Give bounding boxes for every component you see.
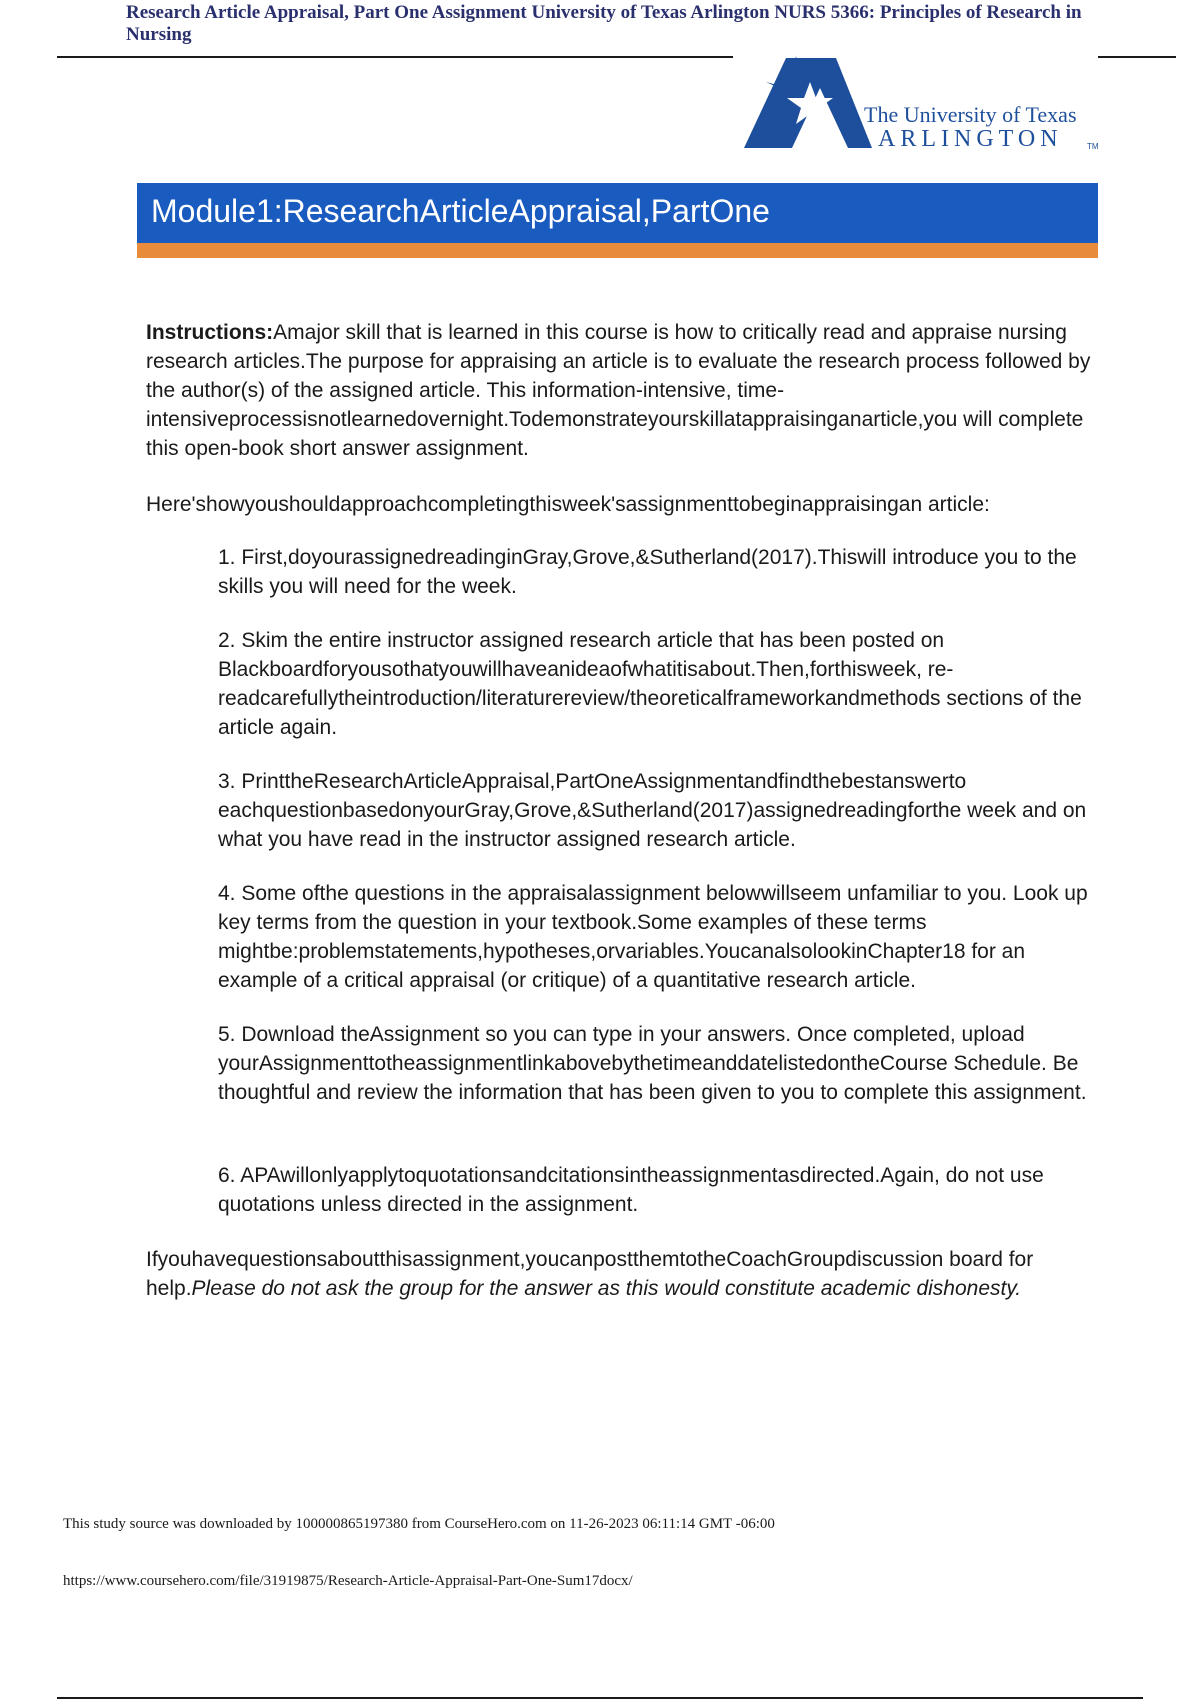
uta-logo (736, 52, 1100, 152)
logo-university-line: The University of Texas (864, 102, 1077, 127)
step-item: 3. PrinttheResearchArticleAppraisal,PartOneAssignmentandfindthebestanswerto eachquestionbasedonyourGray,Grove,&Sutherland(2017)assignedreadingforthe week and on what you have read in the instructor assigned research article. (218, 770, 1087, 851)
download-source-note: This study source was downloaded by 100000865197380 from CourseHero.com on 11-26-2023 06:11:14 GMT -06:00 (63, 1516, 775, 1532)
source-url[interactable]: https://www.coursehero.com/file/31919875/Research-Article-Appraisal-Part-One-Sum17docx/ (63, 1573, 633, 1589)
module-banner (137, 183, 1098, 243)
instructions-label: Instructions: (146, 321, 274, 344)
instructions-text: Amajor skill that is learned in this course is how to critically read and appraise nursing research articles.The purpose for appraising an article is to evaluate the research process followed by the author(s) of the assigned article. This information-intensive, time-intensiveprocessisnotlearnedovernight.Todemonstrateyourskillatappraisinganarticle,you will complete this open-book short answer assignment. (146, 321, 1091, 460)
uta-a-star-icon (736, 52, 876, 152)
module-underline (137, 243, 1098, 258)
closing-paragraph (146, 1245, 1106, 1303)
header-rule (57, 56, 733, 58)
closing-italic-note: Please do not ask the group for the answer as this would constitute academic dishonesty. (191, 1277, 1022, 1300)
step-item: 5. Download theAssignment so you can type in your answers. Once completed, upload yourAssignmenttotheassignmentlinkabovebythetimeanddatelistedontheCourse Schedule. Be thoughtful and review the information that has been given to you to complete this assignment. (218, 1023, 1087, 1104)
logo-trademark: TM (1087, 142, 1099, 151)
step-item: 1. First,doyourassignedreadinginGray,Grove,&Sutherland(2017).Thiswill introduce you to the skills you will need for the week. (218, 546, 1077, 598)
closing-text: Ifyouhavequestionsaboutthisassignment,youcanpostthemtotheCoachGroupdiscussion board for help. (146, 1248, 1034, 1300)
step-item: 6. APAwillonlyapplytoquotationsandcitationsintheassignmentasdirected.Again, do not use quotations unless directed in the assignment. (218, 1164, 1044, 1216)
footer-rule (57, 1697, 1143, 1699)
logo-arlington-line: ARLINGTON (878, 126, 1063, 152)
header-rule-right (1098, 56, 1176, 58)
step-item: 4. Some ofthe questions in the appraisalassignment belowwillseem unfamiliar to you. Look up key terms from the question in your textbook.Some examples of these terms mightbe:problemstatements,hypotheses,orvariables.YoucanalsolookinChapter18 for an example of a critical appraisal (or critique) of a quantitative research article. (218, 882, 1088, 992)
running-header: Research Article Appraisal, Part One Assignment University of Texas Arlington NURS 5366: Principles of Research in Nursing (126, 2, 1082, 45)
step-item: 2. Skim the entire instructor assigned research article that has been posted on Blackboardforyousothatyouwillhaveanideaofwhatitisabout.Then,forthisweek, re-readcarefullytheintroduction/literaturereview/theoreticalframeworkandmethods sections of the article again. (218, 629, 1082, 739)
instructions-paragraph (146, 318, 1106, 463)
module-title: Module1:ResearchArticleAppraisal,PartOne (151, 193, 770, 229)
approach-intro: Here'showyoushouldapproachcompletingthisweek'sassignmenttobeginappraisingan article: (146, 493, 990, 516)
